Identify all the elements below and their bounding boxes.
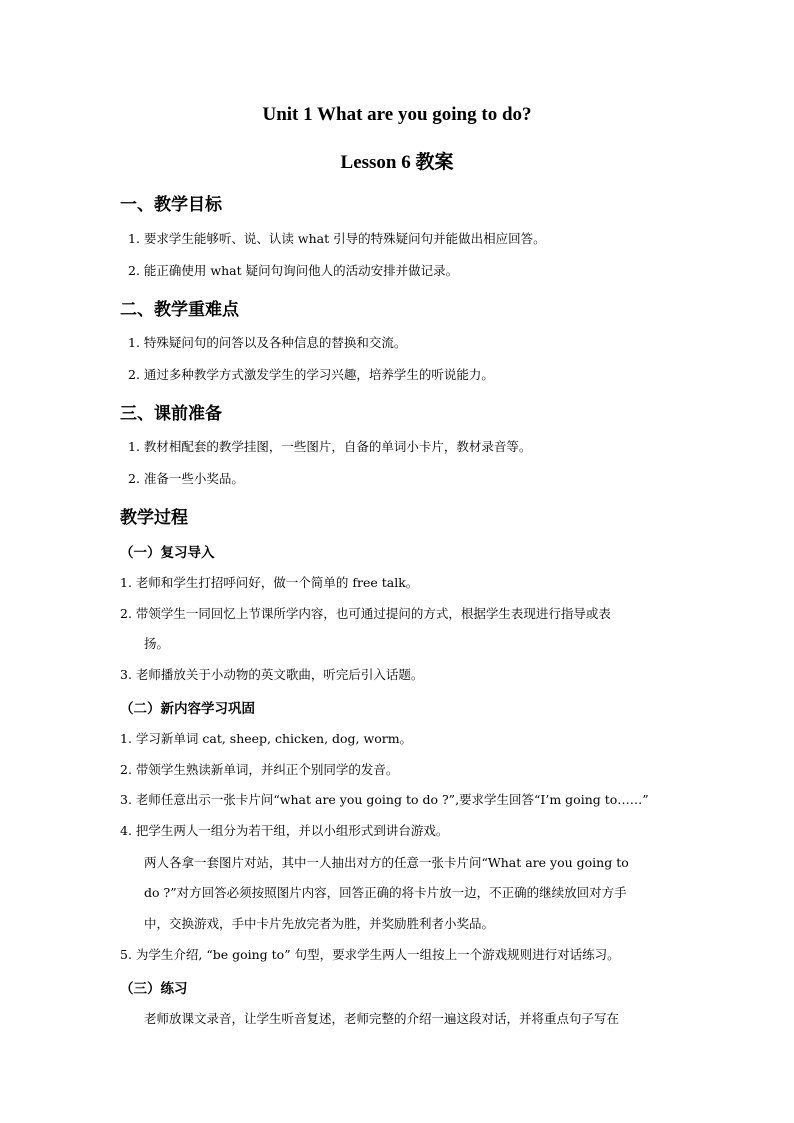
list-item: 2. 带领学生一同回忆上节课所学内容，也可通过提问的方式，根据学生表现进行指导或表 [120, 606, 611, 621]
subsection-heading-review: （一）复习导入 [120, 545, 215, 561]
list-item: 3. 老师播放关于小动物的英文歌曲，听完后引入话题。 [120, 667, 424, 682]
list-item: 2. 准备一些小奖品。 [128, 471, 244, 486]
list-item: 2. 能正确使用 what 疑问句询问他人的活动安排并做记录。 [128, 263, 459, 278]
list-item: 4. 把学生两人一组分为若干组，并以小组形式到讲台游戏。 [120, 823, 449, 838]
paragraph-line: 两人各拿一套图片对站，其中一人抽出对方的任意一张卡片问“What are you going to [144, 855, 629, 870]
document-subtitle: Lesson 6 教案 [340, 152, 454, 173]
list-item: 3. 老师任意出示一张卡片问“what are you going to do ?”,要求学生回答“I’m going to……” [120, 792, 649, 807]
document-title: Unit 1 What are you going to do? [262, 104, 532, 125]
list-item: 1. 教材相配套的教学挂图，一些图片，自备的单词小卡片，教材录音等。 [128, 439, 532, 454]
section-heading-process: 教学过程 [120, 508, 188, 528]
list-item: 2. 通过多种教学方式激发学生的学习兴趣，培养学生的听说能力。 [128, 367, 494, 382]
paragraph-line: 中，交换游戏，手中卡片先放完者为胜，并奖励胜利者小奖品。 [144, 916, 495, 931]
paragraph-line: 老师放课文录音，让学生听音复述，老师完整的介绍一遍这段对话，并将重点句子写在 [144, 1011, 620, 1026]
subsection-heading-new-content: （二）新内容学习巩固 [120, 701, 255, 717]
list-item: 1. 要求学生能够听、说、认读 what 引导的特殊疑问句并能做出相应回答。 [128, 231, 546, 246]
section-heading-objectives: 一、教学目标 [120, 195, 222, 215]
section-heading-preparation: 三、课前准备 [120, 404, 222, 424]
list-item: 5. 为学生介绍, “be going to” 句型，要求学生两人一组按上一个游戏规则进行对话练习。 [120, 947, 620, 962]
section-heading-key-points: 二、教学重难点 [120, 300, 239, 320]
list-item-continuation: 扬。 [144, 636, 170, 651]
paragraph-line: do ?”对方回答必须按照图片内容，回答正确的将卡片放一边，不正确的继续放回对方手 [144, 885, 627, 900]
list-item: 1. 学习新单词 cat, sheep, chicken, dog, worm。 [120, 731, 413, 746]
subsection-heading-practice: （三）练习 [120, 981, 188, 997]
list-item: 1. 特殊疑问句的问答以及各种信息的替换和交流。 [128, 335, 407, 350]
list-item: 1. 老师和学生打招呼问好，做一个简单的 free talk。 [120, 575, 419, 590]
list-item: 2. 带领学生熟读新单词，并纠正个别同学的发音。 [120, 762, 399, 777]
